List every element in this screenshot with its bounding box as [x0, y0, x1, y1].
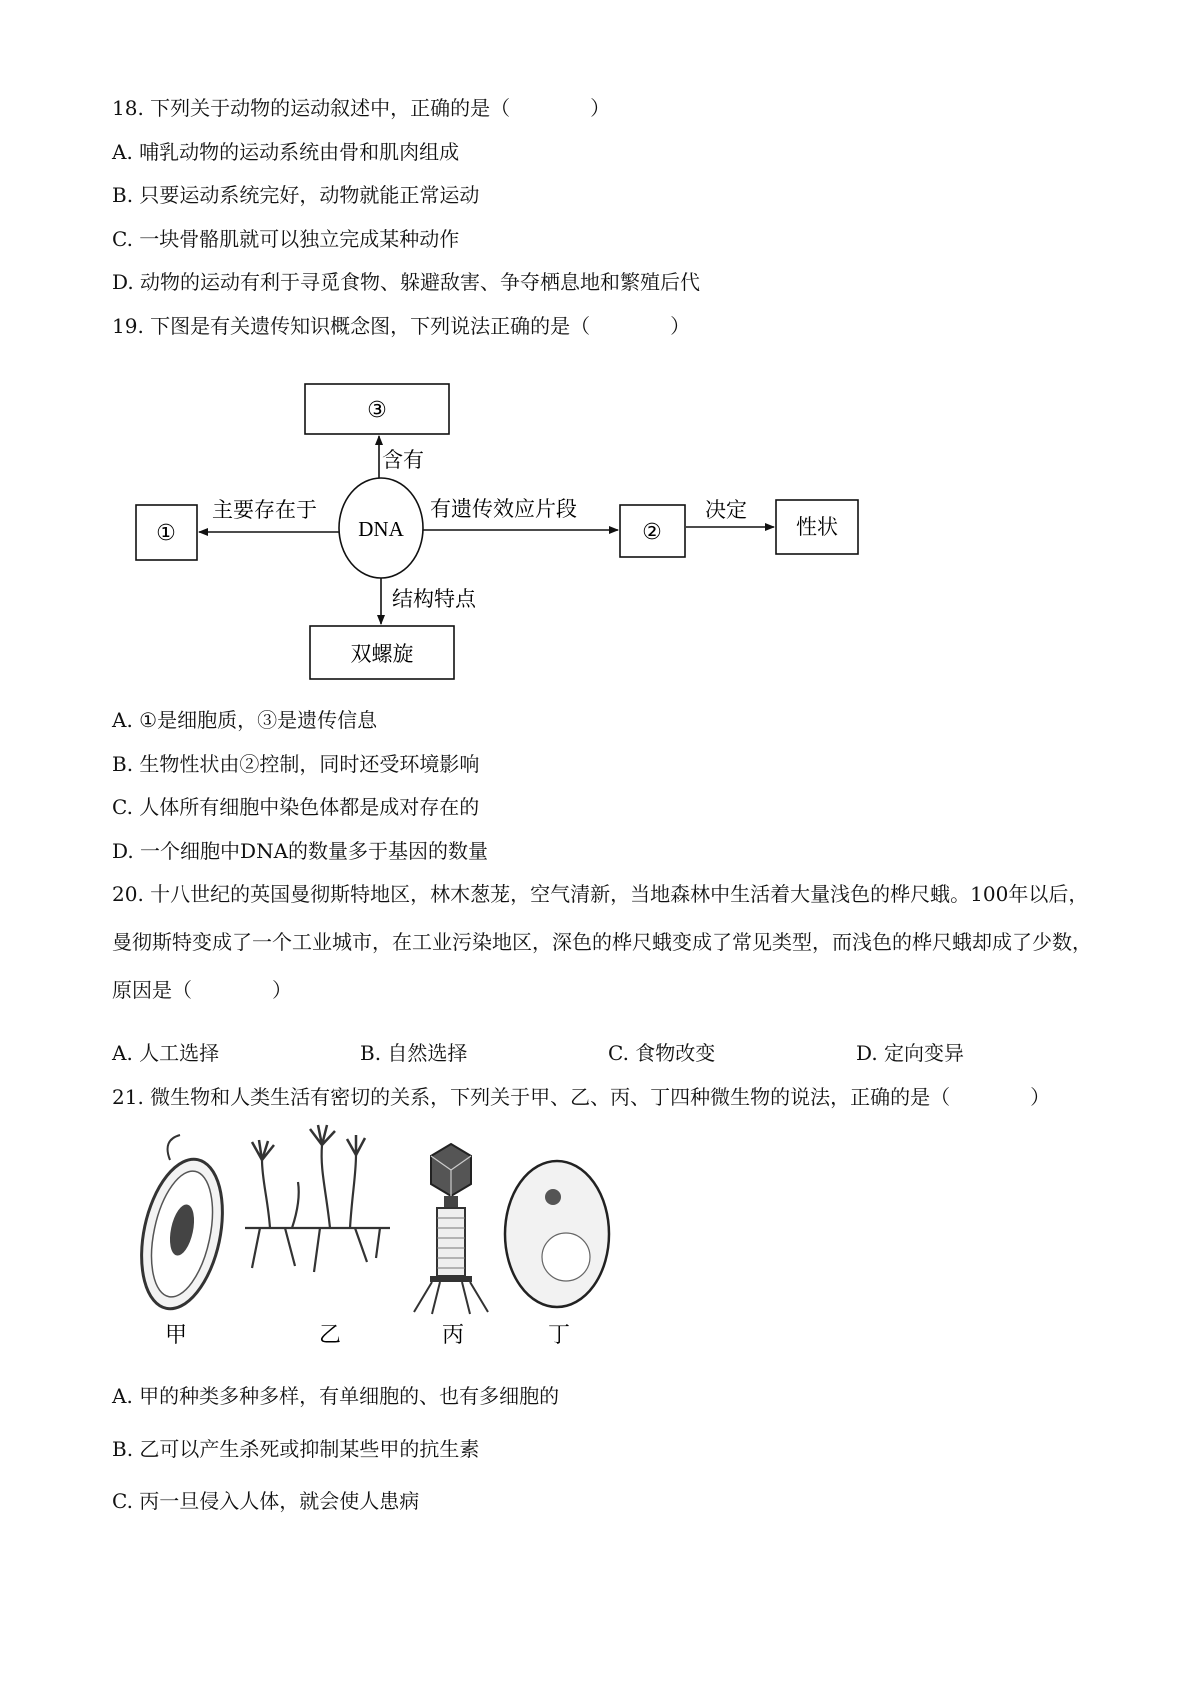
dna-text: DNA	[358, 517, 404, 541]
label-jia: 甲	[164, 1323, 188, 1348]
box-trait-text: 性状	[796, 515, 838, 539]
virus-illustration	[414, 1144, 488, 1314]
q18-option-a: A. 哺乳动物的运动系统由骨和肌肉组成	[112, 140, 460, 164]
label-yi: 乙	[318, 1323, 342, 1348]
q21-option-b: B. 乙可以产生杀死或抑制某些甲的抗生素	[112, 1437, 480, 1461]
q20-option-c: C. 食物改变	[608, 1041, 716, 1065]
q18-option-b: B. 只要运动系统完好，动物就能正常运动	[112, 183, 480, 207]
box-right-text: ②	[642, 520, 662, 545]
box-helix-text: 双螺旋	[350, 642, 414, 666]
q19-stem: 19. 下图是有关遗传知识概念图，下列说法正确的是（ ）	[112, 314, 691, 338]
label-structure: 结构特点	[392, 587, 476, 611]
q19-option-b: B. 生物性状由②控制，同时还受环境影响	[112, 752, 480, 776]
box-left-text: ①	[156, 521, 176, 546]
mold-illustration	[245, 1125, 390, 1272]
q21-option-c: C. 丙一旦侵入人体，就会使人患病	[112, 1489, 420, 1513]
q19-option-d: D. 一个细胞中DNA的数量多于基因的数量	[112, 839, 489, 863]
label-mainly-in: 主要存在于	[212, 498, 317, 522]
q21-stem: 21. 微生物和人类生活有密切的关系，下列关于甲、乙、丙、丁四种微生物的说法，正确的是（ ）	[112, 1085, 1051, 1109]
bacterium-illustration	[129, 1135, 235, 1316]
label-decide: 决定	[705, 498, 747, 522]
q19-option-c: C. 人体所有细胞中染色体都是成对存在的	[112, 795, 480, 819]
q20-option-a: A. 人工选择	[112, 1041, 220, 1065]
q18-option-c: C. 一块骨骼肌就可以独立完成某种动作	[112, 227, 460, 251]
q20-option-d: D. 定向变异	[856, 1041, 965, 1065]
label-contains: 含有	[382, 448, 424, 472]
yeast-illustration	[505, 1161, 609, 1307]
q20-stem: 20. 十八世纪的英国曼彻斯特地区，林木葱茏，空气清新，当地森林中生活着大量浅色的桦尺蛾。100年以后，曼彻斯特变成了一个工业城市，在工业污染地区，深色的桦尺蛾变成了常见类型，而浅色的桦尺蛾却成了少数，原因是（ ）	[112, 882, 1092, 1002]
q19-option-a: A. ①是细胞质，③是遗传信息	[112, 708, 378, 732]
box-top-text: ③	[367, 398, 387, 423]
q20-option-b: B. 自然选择	[360, 1041, 468, 1065]
q18-stem: 18. 下列关于动物的运动叙述中，正确的是（ ）	[112, 96, 611, 120]
label-segment: 有遗传效应片段	[430, 497, 577, 521]
label-bing: 丙	[441, 1323, 465, 1348]
label-ding: 丁	[547, 1323, 571, 1348]
q18-option-d: D. 动物的运动有利于寻觅食物、躲避敌害、争夺栖息地和繁殖后代	[112, 270, 701, 294]
q21-option-a: A. 甲的种类多种多样，有单细胞的、也有多细胞的	[112, 1384, 560, 1408]
